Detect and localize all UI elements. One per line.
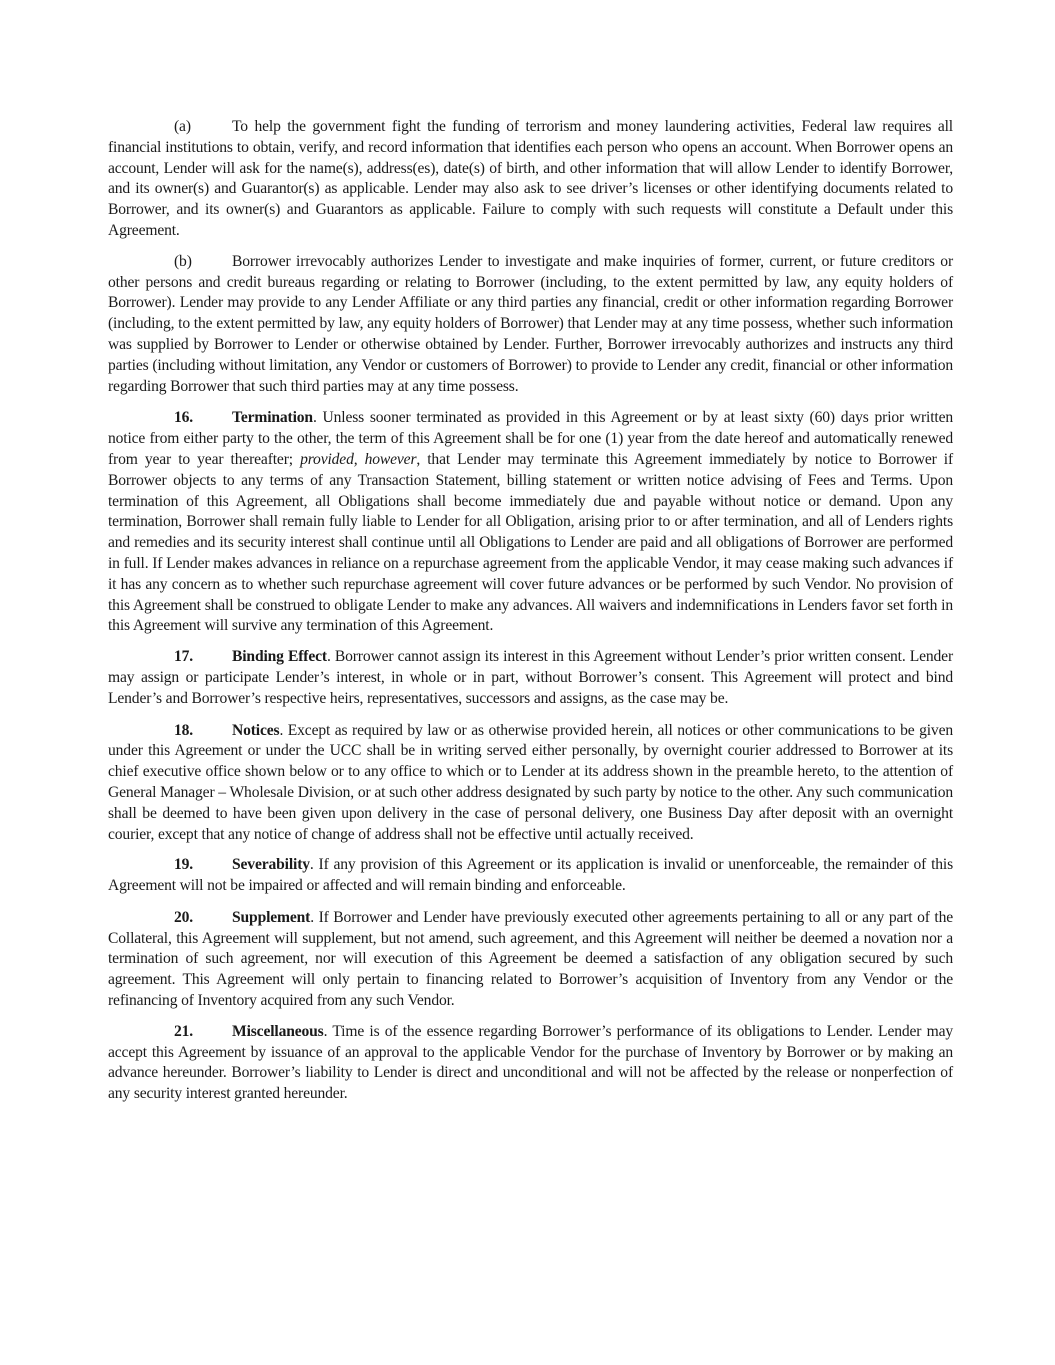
- section-text-italic: provided, however: [300, 450, 417, 468]
- section-text: . Unless sooner terminated as provided in this Agreement or by at least sixty (60) days prior written notice from either party to the other, the term of this Agreement shall be for one (1) year from the date hereof and automatically renewed from year to year thereafter;: [108, 409, 953, 468]
- section-21-miscellaneous: [108, 1022, 953, 1105]
- paragraph-text: To help the government fight the funding of terrorism and money laundering activities, Federal law requires all financial institutions to obtain, verify, and record information that identifies each person who opens an account. When Borrower opens an account, Lender will ask for the name(s), address(es), date(s) of birth, and other information that will allow Lender to identify Borrower, and its owner(s) and Guarantor(s) as applicable. Lender may also ask to see driver’s licenses or other identifying documents related to Borrower, and its owner(s) and Guarantors as applicable. Failure to comply with such requests will constitute a Default under this Agreement.: [108, 118, 953, 239]
- section-heading: Severability: [232, 856, 310, 874]
- section-heading: Supplement: [232, 908, 311, 926]
- section-number: 21.: [174, 1022, 194, 1040]
- section-number: 17.: [174, 648, 194, 666]
- section-17-binding-effect: [108, 647, 953, 709]
- paragraph-label: (b): [174, 252, 192, 270]
- paragraph-a: [108, 117, 953, 242]
- section-text: . If Borrower and Lender have previously executed other agreements pertaining to all or any part of the Collateral, this Agreement will supplement, but not amend, such agreement, and this Agreement will neither be deemed a novation nor a termination of such agreement, nor will execution of this Agreement be deemed a satisfaction of any obligation secured by such agreement. This Agreement will only pertain to financing related to Borrower’s acquisition of Inventory from any Vendor or the refinancing of Inventory acquired from any such Vendor.: [108, 908, 953, 1010]
- section-number: 19.: [174, 856, 194, 874]
- section-16-termination: [108, 408, 953, 637]
- section-18-notices: [108, 721, 953, 846]
- section-heading: Notices: [232, 721, 280, 739]
- section-number: 16.: [174, 409, 194, 427]
- section-19-severability: [108, 855, 953, 897]
- section-heading: Binding Effect: [232, 648, 327, 666]
- section-heading: Termination: [232, 409, 313, 427]
- paragraph-label: (a): [174, 118, 191, 135]
- section-number: 18.: [174, 721, 194, 739]
- paragraph-text: Borrower irrevocably authorizes Lender to investigate and make inquiries of former, current, or future creditors or other persons and credit bureaus regarding or relating to Borrower (including, to the extent permitted by law, any equity holders of Borrower). Lender may provide to any Lender Affiliate or any third parties any financial, credit or other information regarding Borrower (including, to the extent permitted by law, any equity holders of Borrower) that Lender may at any time possess, whether such information was supplied by Borrower to Lender or otherwise obtained by Lender. Further, Borrower irrevocably authorizes and instructs any third parties (including without limitation, any Vendor or customers of Borrower) to provide to Lender any credit, financial or other information regarding Borrower that such third parties may at any time possess.: [108, 252, 953, 395]
- section-text: , that Lender may terminate this Agreement immediately by notice to Borrower if Borrower objects to any terms of any Transaction Statement, billing statement or written notice advising of Fees and Terms. Upon termination of this Agreement, all Obligations shall become immediately due and payable without notice or demand. Upon any termination, Borrower shall remain fully liable to Lender for all Obligation, arising prior to or after termination, and all of Lenders rights and remedies and its security interest shall continue until all Obligations to Lender are paid and all obligations of Borrower are performed in full. If Lender makes advances in reliance on a repurchase agreement from the applicable Vendor, it may cease making such advances if it has any concern as to whether such repurchase agreement will cover future advances or be performed by such Vendor. No provision of this Agreement shall be construed to obligate Lender to make any advances. All waivers and indemnifications in Lenders favor set forth in this Agreement will survive any termination of this Agreement.: [108, 450, 954, 635]
- paragraph-b: [108, 252, 953, 398]
- section-text: . If any provision of this Agreement or its application is invalid or unenforceable, the remainder of this Agreement will not be impaired or affected and will remain binding and enforceable.: [108, 856, 953, 895]
- section-text: . Except as required by law or as otherwise provided herein, all notices or other communications to be given under this Agreement or under the UCC shall be in writing served either personally, by overnight courier addressed to Borrower at its chief executive office shown below or to any office to which or to Lender at its address shown in the preamble hereto, to the attention of General Manager – Wholesale Division, or at such other address designated by such party by notice to the other. Any such communication shall be deemed to have been given upon delivery in the case of personal delivery, one Business Day after deposit with an overnight courier, except that any notice of change of address shall not be effective until actually received.: [108, 721, 953, 843]
- section-text: . Borrower cannot assign its interest in this Agreement without Lender’s prior written consent. Lender may assign or participate Lender’s interest, in whole or in part, without Borrower’s consent. This Agreement will protect and bind Lender’s and Borrower’s respective heirs, representatives, successors and assigns, as the case may be.: [108, 648, 953, 707]
- section-20-supplement: [108, 908, 953, 1012]
- section-heading: Miscellaneous: [232, 1022, 324, 1040]
- document-body: [108, 117, 953, 1115]
- section-text: . Time is of the essence regarding Borrower’s performance of its obligations to Lender. Lender may accept this Agreement by issuance of an approval to the applicable Vendor for the purchase of Inventory by Borrower or by making an advance hereunder. Borrower’s liability to Lender is direct and unconditional and will not be affected by the release or nonperfection of any security interest granted hereunder.: [108, 1022, 953, 1103]
- section-number: 20.: [174, 908, 194, 926]
